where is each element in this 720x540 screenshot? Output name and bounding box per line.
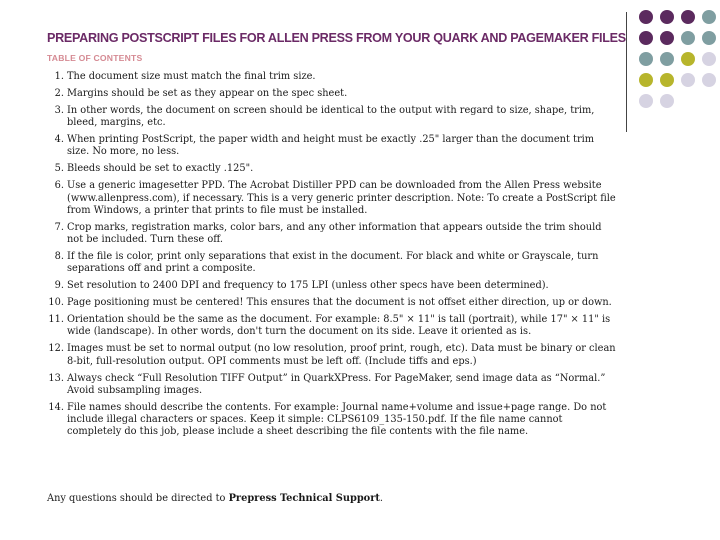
- decorative-divider: [626, 12, 627, 132]
- list-item: [26, 314, 616, 338]
- item-number: 5.: [54, 163, 64, 175]
- item-number: 2.: [54, 88, 64, 99]
- decorative-dot: [639, 31, 653, 45]
- item-text: Page positioning must be centered! This ensures that the document is not offset either direction, up or down.: [67, 297, 612, 309]
- item-number: 4.: [54, 134, 64, 146]
- decorative-dot: [702, 73, 716, 87]
- decorative-dot: [660, 73, 674, 87]
- item-number: 13.: [48, 372, 64, 384]
- footer-note: [47, 493, 383, 504]
- list-item: [26, 343, 616, 367]
- decorative-dot: [702, 52, 716, 66]
- footer-prefix: Any questions should be directed to: [47, 493, 229, 504]
- decorative-dot: [660, 10, 674, 24]
- list-item: [26, 251, 616, 275]
- decorative-dot: [639, 73, 653, 87]
- item-text: Set resolution to 2400 DPI and frequency to 175 LPI (unless other specs have been determined).: [67, 280, 549, 292]
- item-number: 10.: [48, 297, 64, 309]
- item-text: Use a generic imagesetter PPD. The Acrobat Distiller PPD can be downloaded from the Allen Press website (www.allenpress.com), if necessary. This is a very generic printer description. Note: To create a PostScript file from Windows, a printer that prints to file must be installed.: [67, 180, 616, 216]
- list-item: [26, 88, 616, 100]
- list-item: [26, 134, 616, 158]
- item-text: In other words, the document on screen should be identical to the output with regard to size, shape, trim, bleed, margins, etc.: [67, 105, 595, 129]
- decorative-dot: [660, 94, 674, 108]
- decorative-dot: [681, 10, 695, 24]
- decorative-dot: [681, 31, 695, 45]
- list-item: [26, 373, 616, 397]
- decorative-dot: [660, 52, 674, 66]
- item-number: 9.: [54, 280, 64, 292]
- table-of-contents-heading: TABLE OF CONTENTS: [47, 53, 143, 63]
- item-text: If the file is color, print only separations that exist in the document. For black and white or Grayscale, turn separations off and print a composite.: [67, 251, 599, 275]
- item-text: Bleeds should be set to exactly .125".: [67, 163, 254, 175]
- decorative-dot: [639, 10, 653, 24]
- item-number: 3.: [54, 105, 64, 116]
- decorative-dot: [639, 94, 653, 108]
- item-number: 12.: [48, 343, 64, 355]
- document-title: PREPARING POSTSCRIPT FILES FOR ALLEN PRESS FROM YOUR QUARK AND PAGEMAKER FILES: [47, 31, 626, 45]
- list-item: [26, 297, 616, 309]
- item-number: 11.: [48, 314, 64, 326]
- footer-suffix: .: [379, 493, 384, 504]
- list-item: [26, 105, 616, 129]
- list-item: [26, 71, 616, 83]
- decorative-dot: [681, 73, 695, 87]
- decorative-dot: [702, 31, 716, 45]
- item-text: Crop marks, registration marks, color bars, and any other information that appears outside the trim should not be included. Turn these off.: [67, 221, 602, 246]
- item-text: Images must be set to normal output (no low resolution, proof print, rough, etc). Data must be binary or clean 8-bit, full-resolution output. OPI comments must be left off. (Include tiffs and eps.): [67, 343, 616, 367]
- item-number: 14.: [48, 401, 64, 413]
- item-number: 8.: [54, 251, 64, 263]
- decorative-dot: [660, 31, 674, 45]
- decorative-dot: [639, 52, 653, 66]
- list-item: [26, 402, 616, 439]
- item-text: File names should describe the contents. For example: Journal name+volume and issue+page range. Do not include illegal characters or spaces. Keep it simple: CLPS6109_135-150.pdf. If the file name cannot completely do this job, please include a sheet describing the file contents with the file name.: [67, 401, 607, 438]
- decorative-dot: [702, 10, 716, 24]
- item-text: The document size must match the final trim size.: [67, 71, 316, 82]
- list-item: [26, 180, 616, 217]
- item-text: Orientation should be the same as the document. For example: 8.5" × 11" is tall (portrait), while 17" × 11" is wide (landscape). In other words, don't turn the document on its side. Leave it oriented as is.: [67, 314, 611, 338]
- instruction-list: [26, 71, 616, 443]
- item-text: Always check “Full Resolution TIFF Output” in QuarkXPress. For PageMaker, send image data as “Normal.” Avoid subsampling images.: [67, 372, 606, 396]
- item-number: 6.: [54, 180, 64, 192]
- list-item: [26, 222, 616, 246]
- list-item: [26, 163, 616, 175]
- item-number: 1.: [54, 71, 64, 82]
- item-number: 7.: [54, 221, 64, 233]
- list-item: [26, 280, 616, 292]
- support-contact: Prepress Technical Support: [228, 493, 380, 504]
- item-text: Margins should be set as they appear on the spec sheet.: [67, 88, 348, 99]
- decorative-dot: [681, 52, 695, 66]
- item-text: When printing PostScript, the paper width and height must be exactly .25" larger than the document trim size. No more, no less.: [67, 134, 595, 158]
